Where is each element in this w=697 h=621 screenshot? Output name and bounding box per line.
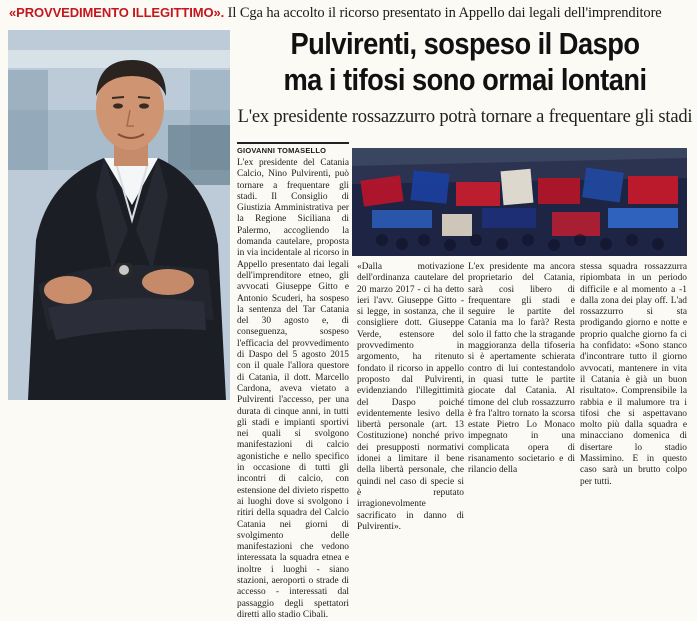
article-column-1: [237, 158, 349, 620]
article-column-4: [580, 262, 687, 487]
stadium-crowd-photo: [352, 148, 687, 256]
subheadline: L'ex presidente rossazzurro potrà tornare a frequentare gli stadi: [237, 107, 693, 127]
crowd-illustration: [352, 148, 687, 256]
portrait-photo: [8, 30, 230, 400]
article-column-2: [357, 262, 464, 532]
kicker-tag: «PROVVEDIMENTO ILLEGITTIMO».: [9, 5, 225, 20]
column-3-text: L'ex presidente ma ancora proprietario del Catania, sarà così libero di frequentare gli stadi e seguire le partite del Catania ma lo farà? Resta solo il fatto che la stragande maggioranza della tifoseria si è apertamente schierata contro di lui contestandolo in quasi tutte le partite giocate dal Catania. Al timone del club rossazzurro è fra l'altro tornato la scorsa estate Pietro Lo Monaco impegnato in una complicata opera di risanamento societario e di rilancio della: [468, 262, 575, 476]
headline-line-2: ma i tifosi sono ormai lontani: [283, 62, 647, 97]
headline: [264, 26, 665, 98]
column-2-text: «Dalla motivazione dell'ordinanza cautelare del 20 marzo 2017 - ci ha detto ieri l'avv. Giuseppe Gitto - si legge, in sostanza, che il consigliere dott. Giuseppe Verde, estensore del provvedimento in argomento, ha ritenuto fondato il ricorso in appello proposto dal Pulvirenti, evidenziando l'illegittimità del Daspo poiché evidentemente lesivo della libertà personale (art. 13 Costituzione) nonché privo dei presupposti normativi idonei a limitare il bene della libertà personale, che quindi nel caso di specie si è reputato irragionevolmente sacrificato in danno di Pulvirenti».: [357, 262, 464, 532]
byline: GIOVANNI TOMASELLO: [237, 142, 349, 155]
column-1-text: L'ex presidente del Catania Calcio, Nino Pulvirenti, può tornare a frequentare gli stadi. Il Consiglio di Giustizia Amministrativa per la Regione Siciliana di Palermo, accogliendo la domanda cautelare, proposta in via incidentale al ricorso in Appello presentato dai legali dell'imprenditore etneo, gli avvocati Giuseppe Gitto e Antonio Scuderi, ha sospeso la sentenza del Tar Catania del 30 agosto e, di conseguenza, sospeso l'efficacia del provvedimento di Daspo del 5 agosto 2015 con il quale l'allora questore di Catania, il dott. Marcello Cardona, aveva vietato a Pulvirenti l'accesso, per una durata di cinque anni, in tutti gli stadi e impianti sportivi nei quali si svolgono manifestazioni di calcio agonistiche e nello specifico in occasione di tutti gli incontri di calcio, con estensione del divieto rispetto ai luoghi dove si svolgono i ritiri della squadra del Calcio Catania nei giorni di svolgimento delle manifestazioni che vedono interessata la squadra etnea e inoltre i luoghi - siano stazioni, aeroporti o strade di accesso - interessati dal passaggio degli spettatori diretti allo stadio Cibali.: [237, 158, 349, 620]
kicker-line: [9, 3, 689, 23]
article-column-3: [468, 262, 575, 476]
kicker-text: Il Cga ha accolto il ricorso presentato in Appello dai legali dell'imprenditore: [224, 5, 662, 21]
column-4-text: stessa squadra rossazzurra ripiombata in un periodo difficile e al momento a -1 dalla zona dei play off. L'ad rossazzurro si sta prodigando giorno e notte e proprio qualche giorno fa ci ha confidato: «Sono stanco d'incontrare tutto il giorno avvocati, mantenere in vita il Catania è già un buon risultato». Comprensibile la rabbia e il malumore tra i tifosi che si aspettavano molto più dalla squadra e minacciano domenica di disertare lo stadio Massimino. E in questo caso sarà un brutto colpo per tutti.: [580, 262, 687, 487]
portrait-illustration: [8, 30, 230, 400]
headline-line-1: Pulvirenti, sospeso il Daspo: [290, 26, 640, 61]
